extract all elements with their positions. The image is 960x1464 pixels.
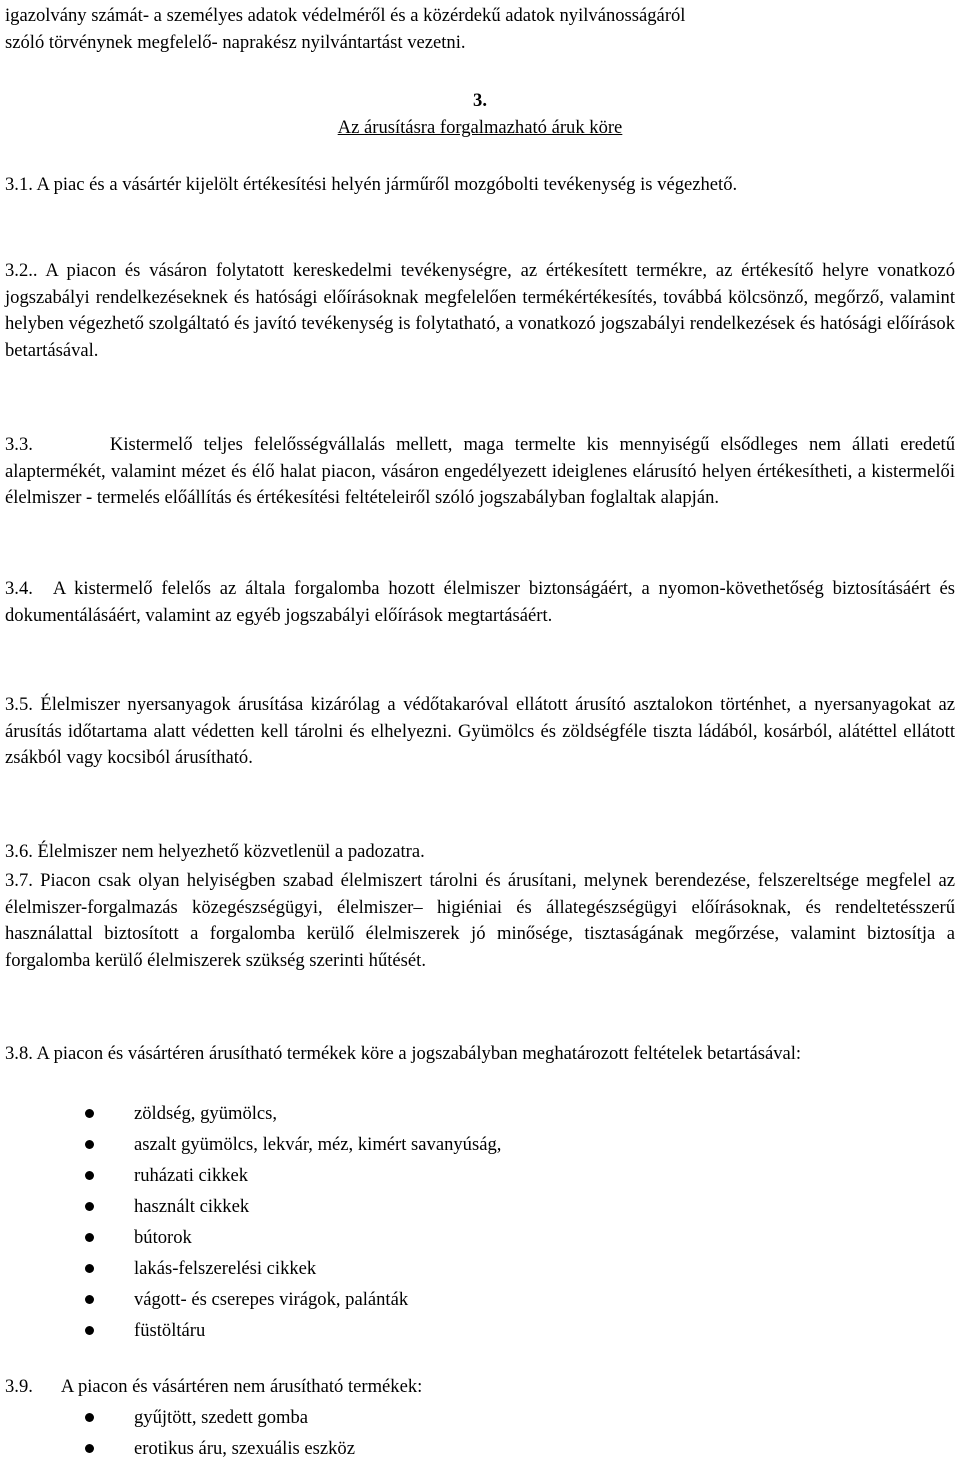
list-item: használt cikkek <box>5 1191 955 1222</box>
paragraph-3-1: 3.1. A piac és a vásártér kijelölt értékesítési helyén járműről mozgóbolti tevékenység is végezhető. <box>5 174 738 195</box>
intro-line-2: szóló törvénynek megfelelő- naprakész nyilvántartást vezetni. <box>5 31 466 53</box>
list-item: erotikus áru, szexuális eszköz <box>5 1433 955 1464</box>
list-item: lakás-felszerelési cikkek <box>5 1253 955 1284</box>
paragraph-3-4-text: A kistermelő felelős az általa forgalomba hozott élelmiszer biztonságáért, a nyomon-követhetőség biztosításáért és dokumentálásáért, valamint az egyéb jogszabályi előírások megtartásáért. <box>5 578 955 626</box>
list-item: zöldség, gyümölcs, <box>5 1098 955 1129</box>
bullet-icon <box>85 1264 94 1273</box>
intro-paragraph <box>5 3 955 56</box>
paragraph-3-3-number: 3.3. <box>5 434 33 455</box>
paragraph-3-9-number: 3.9. <box>5 1376 33 1397</box>
allowed-products-list <box>5 1098 955 1346</box>
bullet-icon <box>85 1109 94 1118</box>
bullet-icon <box>85 1444 94 1453</box>
section-number: 3. <box>473 90 487 111</box>
list-item: gyűjtött, szedett gomba <box>5 1402 955 1433</box>
paragraph-3-5: 3.5. Élelmiszer nyersanyagok árusítása kizárólag a védőtakaróval ellátott árusító asztalokon történhet, a nyersanyagokat az árusítás időtartama alatt védetten kell tárolni és elhelyezni. Gyümölcs és zöldségféle tiszta ládából, kosárból, alátéttel ellátott zsákból vagy kocsiból árusítható. <box>5 694 955 768</box>
list-item: bútorok <box>5 1222 955 1253</box>
bullet-icon <box>85 1233 94 1242</box>
paragraph-3-9-text: A piacon és vásártéren nem árusítható termékek: <box>60 1376 423 1397</box>
list-item: ruházati cikkek <box>5 1160 955 1191</box>
paragraph-3-8: 3.8. A piacon és vásártéren árusítható termékek köre a jogszabályban meghatározott feltételek betartásával: <box>5 1043 802 1064</box>
intro-line-1: igazolvány számát- a személyes adatok védelméről és a közérdekű adatok nyilvánosságáról <box>5 5 686 26</box>
bullet-icon <box>85 1140 94 1149</box>
bullet-icon <box>85 1295 94 1304</box>
paragraph-3-6: 3.6. Élelmiszer nem helyezhető közvetlenül a padozatra. <box>5 841 425 862</box>
list-item: füstöltáru <box>5 1315 955 1346</box>
section-heading <box>5 88 955 141</box>
paragraph-3-3 <box>5 432 955 512</box>
list-item: aszalt gyümölcs, lekvár, méz, kimért savanyúság, <box>5 1129 955 1160</box>
paragraph-3-9 <box>5 1374 955 1401</box>
list-item: vágott- és cserepes virágok, palánták <box>5 1284 955 1315</box>
section-title: Az árusításra forgalmazható áruk köre <box>337 116 623 138</box>
paragraph-3-3-text: Kistermelő teljes felelősségvállalás mellett, maga termelte kis mennyiségű elsődleges nem állati eredetű alaptermékét, valamint mézet és élő halat piacon, vásáron engedélyezett ideiglenes elárusító helyen értékesítheti, a kistermelői élelmiszer - termelés előállítás és értékesítési feltételeiről szóló jogszabályban foglaltak alapján. <box>5 434 955 508</box>
paragraph-3-4-number: 3.4. <box>5 578 33 599</box>
paragraph-3-4 <box>5 576 955 629</box>
paragraph-3-7: 3.7. Piacon csak olyan helyiségben szabad élelmiszert tárolni és árusítani, melynek berendezése, felszereltsége megfelel az élelmiszer-forgalmazás közegészségügyi, élelmiszer– higiéniai és állategészségügyi előírásoknak, és rendeltetésszerű használattal biztosított a forgalomba kerülő élelmiszerek jó minősége, tisztaságának megőrzése, valamint biztosítja a forgalomba kerülő élelmiszerek szükség szerinti hűtését. <box>5 870 955 971</box>
bullet-icon <box>85 1413 94 1422</box>
forbidden-products-list <box>5 1402 955 1464</box>
paragraph-3-2: 3.2.. A piacon és vásáron folytatott kereskedelmi tevékenységre, az értékesített termékre, az értékesítő helyre vonatkozó jogszabályi rendelkezéseknek és hatósági előírásoknak megfelelően termékértékesítés, továbbá kölcsönző, megőrző, valamint helyben végezhető szolgáltató és javító tevékenység is folytatható, a vonatkozó jogszabályi rendelkezések és hatósági előírások betartásával. <box>5 260 955 361</box>
bullet-icon <box>85 1171 94 1180</box>
bullet-icon <box>85 1202 94 1211</box>
bullet-icon <box>85 1326 94 1335</box>
